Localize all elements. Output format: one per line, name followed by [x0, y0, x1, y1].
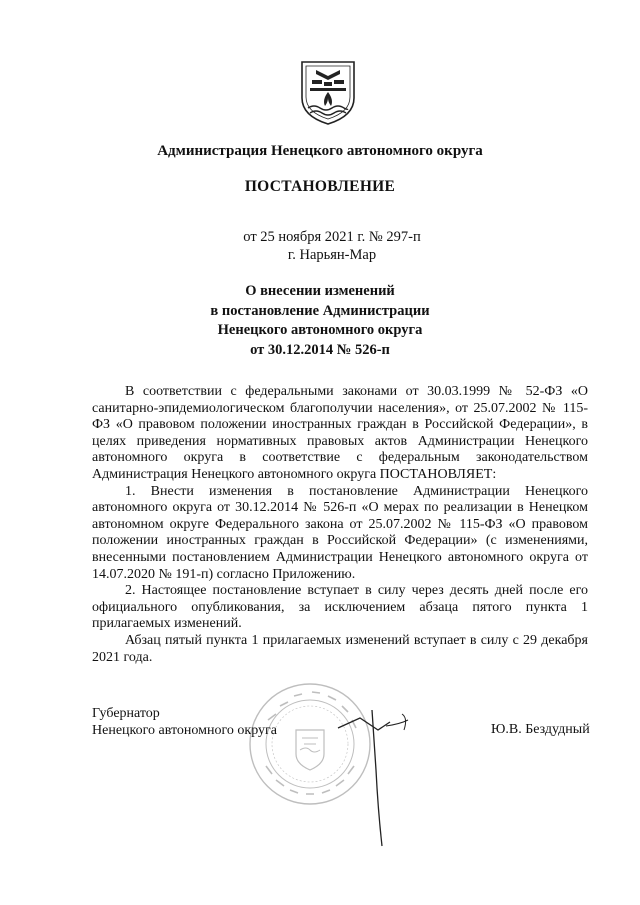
title-line: в постановление Администрации	[210, 302, 430, 319]
signatory-position-line: Ненецкого автономного округа	[92, 723, 277, 738]
signatory-position	[92, 705, 277, 739]
document-city: г. Нарьян-Мар	[287, 247, 377, 263]
handwritten-signature	[330, 700, 440, 850]
body-paragraph-preamble: В соответствии с федеральными законами от 30.03.1999 № 52-ФЗ «О санитарно-эпидемиологическом благополучии населения», от 25.07.2002 № 115-ФЗ «О правовом положении иностранных граждан в Российской Федерации», в целях приведения нормативных правовых актов Администрации Ненецкого автономного округа в соответствие с федеральным законодательством Администрация Ненецкого автономного округа ПОСТАНОВЛЯЕТ:	[92, 384, 588, 482]
organization-name: Администрация Ненецкого автономного округа	[157, 143, 483, 159]
document-body	[92, 384, 588, 666]
body-paragraph-item-2: 2. Настоящее постановление вступает в силу через десять дней после его официального опубликования, за исключением абзаца пятого пункта 1 прилагаемых изменений.	[92, 583, 588, 632]
title-line: Ненецкого автономного округа	[217, 322, 423, 338]
signatory-name: Ю.В. Бездудный	[491, 722, 590, 737]
body-paragraph-item-1: 1. Внести изменения в постановление Администрации Ненецкого автономного округа от 30.12.2014 № 526-п «О мерах по реализации в Ненецком автономном округе Федерального закона от 25.07.2002 № 115-ФЗ «О правовом положении иностранных граждан в Российской Федерации» (с изменениями, внесенными постановлением Администрации Ненецкого автономного округа от 14.07.2020 № 191-п) согласно Приложению.	[92, 483, 588, 582]
document-date-number: от 25 ноября 2021 г. № 297-п	[243, 229, 421, 245]
coat-of-arms-icon	[296, 58, 360, 126]
document-title	[0, 282, 640, 360]
title-line: от 30.12.2014 № 526-п	[250, 341, 390, 358]
document-type: ПОСТАНОВЛЕНИЕ	[244, 178, 396, 195]
body-paragraph-effective-date: Абзац пятый пункта 1 прилагаемых изменений вступает в силу с 29 декабря 2021 года.	[92, 632, 588, 665]
signatory-position-line: Губернатор	[92, 706, 160, 721]
title-line: О внесении изменений	[245, 283, 395, 299]
